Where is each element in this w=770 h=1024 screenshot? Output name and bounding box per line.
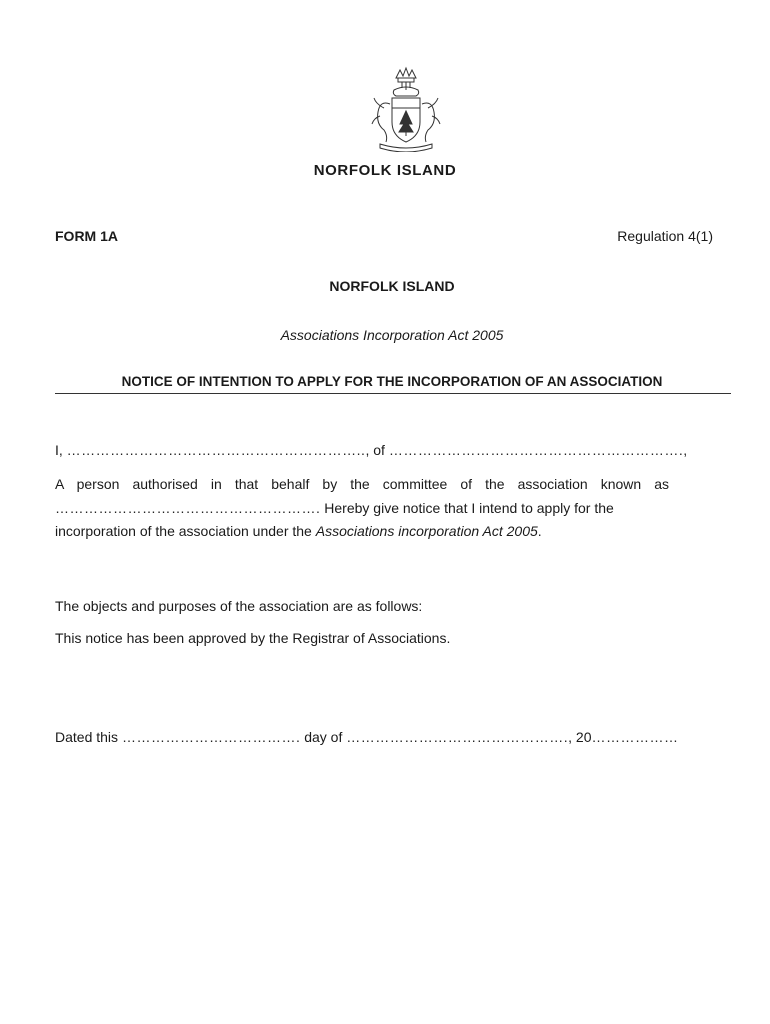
regulation-reference: Regulation 4(1) bbox=[617, 228, 713, 244]
jurisdiction-heading: NORFOLK ISLAND bbox=[329, 278, 455, 294]
intent-text: Hereby give notice that I intend to apply for the bbox=[320, 500, 614, 516]
applicant-line bbox=[55, 442, 731, 458]
coat-of-arms-icon bbox=[366, 64, 446, 152]
applicant-prefix: I, bbox=[55, 442, 67, 458]
act-name: Associations Incorporation Act 2005 bbox=[280, 327, 504, 343]
form-number: FORM 1A bbox=[55, 228, 118, 244]
association-line bbox=[55, 500, 614, 516]
year-prefix: , 20 bbox=[568, 729, 592, 745]
dated-line bbox=[55, 729, 679, 745]
applicant-address-blank[interactable]: ……………………………………………………. bbox=[388, 442, 684, 458]
association-name-blank[interactable]: ………………………………………………. bbox=[55, 500, 321, 516]
applicant-of: , of bbox=[365, 442, 389, 458]
incorporation-line bbox=[55, 523, 542, 539]
authorisation-line: A person authorised in that behalf by the committee of the association known as bbox=[55, 476, 669, 492]
month-blank[interactable]: ………………………………………. bbox=[346, 729, 569, 745]
applicant-comma: , bbox=[683, 442, 688, 458]
objects-line: The objects and purposes of the association are as follows: bbox=[55, 598, 423, 614]
day-blank[interactable]: ………………………………. bbox=[121, 729, 301, 745]
jurisdiction-title: NORFOLK ISLAND bbox=[313, 162, 457, 179]
title-underline bbox=[55, 393, 731, 394]
act-reference: Associations incorporation Act 2005 bbox=[315, 523, 538, 539]
year-blank[interactable]: ……………… bbox=[591, 729, 679, 745]
applicant-name-blank[interactable]: …………………………………………………….. bbox=[66, 442, 366, 458]
sentence-end: . bbox=[537, 523, 542, 539]
incorporation-text: incorporation of the association under the bbox=[55, 523, 316, 539]
day-of-text: day of bbox=[300, 729, 347, 745]
notice-title: NOTICE OF INTENTION TO APPLY FOR THE INCORPORATION OF AN ASSOCIATION bbox=[121, 374, 663, 389]
approval-line: This notice has been approved by the Registrar of Associations. bbox=[55, 630, 451, 646]
dated-prefix: Dated this bbox=[55, 729, 122, 745]
